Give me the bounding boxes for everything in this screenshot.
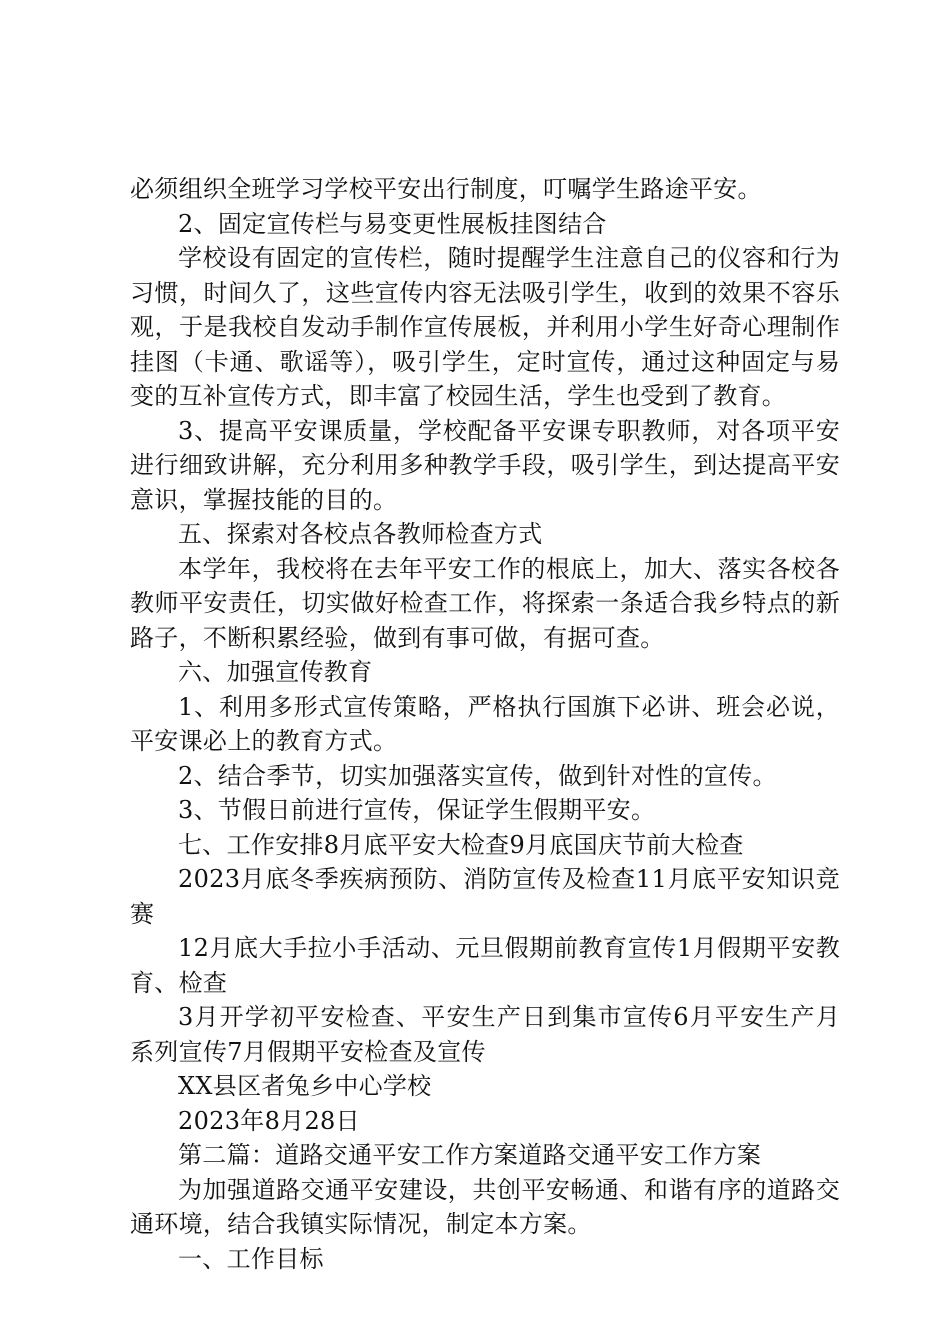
paragraph-part-two-intro: 为加强道路交通平安建设，共创平安畅通、和谐有序的道路交通环境，结合我镇实际情况，制定本方案。 (130, 1175, 840, 1238)
document-body (130, 172, 840, 1276)
paragraph-bulletin-board: 学校设有固定的宣传栏，随时提醒学生注意自己的仪容和行为习惯，时间久了，这些宣传内容无法吸引学生，收到的效果不容乐观，于是我校自发动手制作宣传展板，并利用小学生好奇心理制作挂图（卡通、歌谣等），吸引学生，定时宣传，通过这种固定与易变的互补宣传方式，即丰富了校园生活，学生也受到了教育。 (130, 244, 840, 410)
schedule-line-3: 3月开学初平安检查、平安生产日到集市宣传6月平安生产月系列宣传7月假期平安检查及宣传 (130, 1003, 840, 1066)
schedule-line-1: 2023月底冬季疾病预防、消防宣传及检查11月底平安知识竞赛 (130, 865, 840, 928)
section-heading-7: 七、工作安排8月底平安大检查9月底国庆节前大检查 (178, 830, 744, 859)
paragraph-item-2-heading: 2、固定宣传栏与易变更性展板挂图结合 (178, 209, 607, 238)
paragraph-section-6-item-1: 1、利用多形式宣传策略，严格执行国旗下必讲、班会必说，平安课必上的教育方式。 (130, 692, 840, 755)
section-heading-5: 五、探索对各校点各教师检查方式 (178, 520, 543, 548)
paragraph-section-6-item-2: 2、结合季节，切实加强落实宣传，做到针对性的宣传。 (178, 761, 777, 790)
schedule-line-2: 12月底大手拉小手活动、元旦假期前教育宣传1月假期平安教育、检查 (130, 934, 840, 997)
paragraph-section-5-body: 本学年，我校将在去年平安工作的根底上，加大、落实各校各教师平安责任，切实做好检查工作，将探索一条适合我乡特点的新路子，不断积累经验，做到有事可做，有据可查。 (130, 554, 840, 652)
section-heading-6: 六、加强宣传教育 (178, 658, 373, 686)
part-two-title: 第二篇：道路交通平安工作方案道路交通平安工作方案 (178, 1141, 762, 1169)
signature-date: 2023年8月28日 (178, 1106, 360, 1135)
paragraph-section-6-item-3: 3、节假日前进行宣传，保证学生假期平安。 (178, 796, 656, 824)
section-heading-goals: 一、工作目标 (178, 1244, 324, 1273)
paragraph-continuation: 必须组织全班学习学校平安出行制度，叮嘱学生路途平安。 (130, 175, 762, 203)
paragraph-item-3: 3、提高平安课质量，学校配备平安课专职教师，对各项平安进行细致讲解，充分利用多种教学手段，吸引学生，到达提高平安意识，掌握技能的目的。 (130, 416, 840, 514)
signature-school: XX县区者兔乡中心学校 (178, 1072, 432, 1100)
